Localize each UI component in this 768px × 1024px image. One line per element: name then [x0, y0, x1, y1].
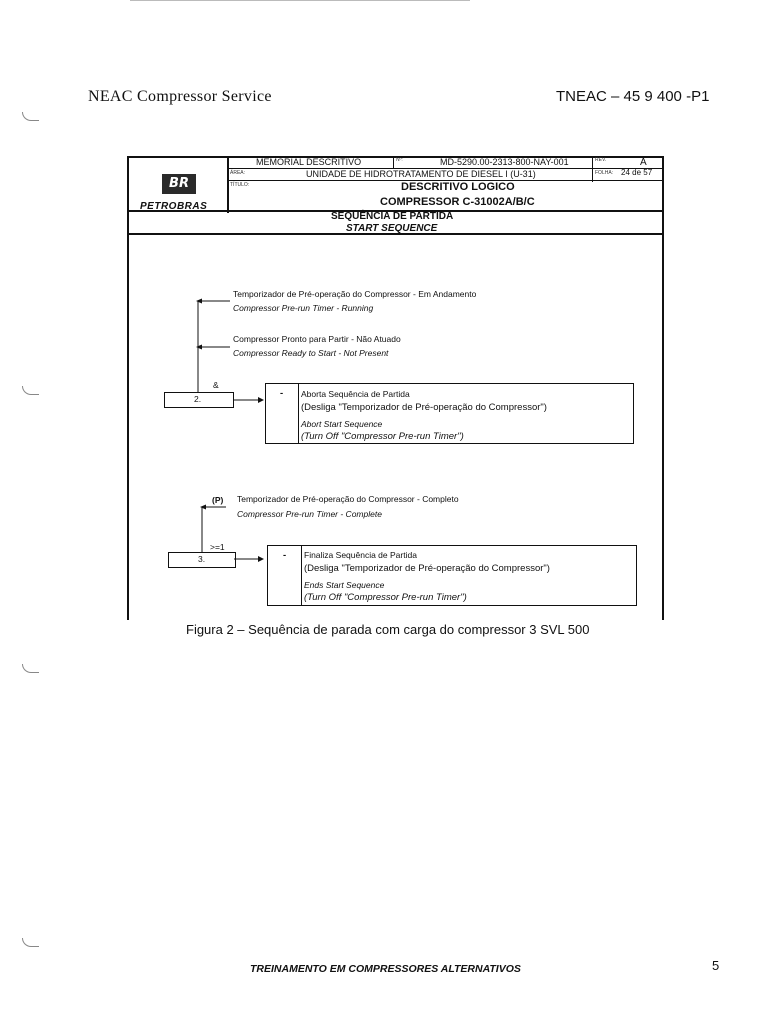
action-divider [298, 384, 299, 443]
action-detail-en: (Turn Off "Compressor Pre-run Timer") [304, 592, 467, 603]
margin-mark [22, 386, 39, 395]
arrow-head [200, 505, 206, 510]
input-label-en: Compressor Ready to Start - Not Present [233, 348, 389, 358]
section-title-en: START SEQUENCE [346, 223, 438, 234]
action-sign: - [283, 550, 287, 561]
grid-line [592, 156, 593, 182]
step-number: 2. [194, 394, 202, 404]
arrow-head [196, 299, 202, 304]
input-label-pt: Temporizador de Pré-operação do Compressor - Em Andamento [233, 289, 477, 299]
folha-label: FOLHA: [595, 170, 614, 176]
action-text-en: Abort Start Sequence [301, 419, 383, 429]
input-flag: (P) [212, 495, 224, 505]
titulo-label: TÍTULO: [230, 182, 250, 188]
area-value: UNIDADE DE HIDROTRATAMENTO DE DIESEL I (U-31) [306, 169, 536, 179]
header-right: TNEAC – 45 9 400 -P1 [556, 88, 710, 105]
action-text-en: Ends Start Sequence [304, 580, 385, 590]
num-label: Nº: [396, 157, 403, 163]
margin-mark [22, 664, 39, 673]
area-label: ÁREA: [230, 170, 246, 176]
margin-mark [22, 112, 39, 121]
input-label-en: Compressor Pre-run Timer - Complete [237, 509, 382, 519]
action-detail-en: (Turn Off "Compressor Pre-run Timer") [301, 431, 464, 442]
company-name: PETROBRAS [140, 201, 208, 212]
action-detail-pt: (Desliga "Temporizador de Pré-operação do Compressor") [304, 563, 550, 574]
action-text-pt: Aborta Sequência de Partida [301, 389, 410, 399]
section-title-pt: SEQUÊNCIA DE PARTIDA [331, 211, 454, 222]
doc-title-line1: DESCRITIVO LOGICO [401, 181, 515, 193]
rev-value: A [640, 157, 647, 168]
page-number: 5 [712, 958, 720, 973]
arrow-head [258, 397, 264, 403]
action-text-pt: Finaliza Sequência de Partida [304, 550, 417, 560]
header-left: NEAC Compressor Service [88, 88, 272, 105]
grid-line [227, 156, 229, 213]
doc-type: MEMORIAL DESCRITIVO [256, 157, 362, 167]
arrow-head [196, 345, 202, 350]
input-label-pt: Temporizador de Pré-operação do Compressor - Completo [237, 494, 459, 504]
figure-caption: Figura 2 – Sequência de parada com carga do compressor 3 SVL 500 [186, 622, 590, 637]
folha-value: 24 de 57 [621, 168, 653, 177]
doc-title-line2: COMPRESSOR C-31002A/B/C [380, 196, 535, 208]
scan-top-line [130, 0, 470, 1]
petrobras-logo: BR [162, 174, 196, 194]
page-footer: TREINAMENTO EM COMPRESSORES ALTERNATIVOS [250, 963, 521, 975]
action-sign: - [280, 388, 284, 399]
rev-label: REV. [595, 157, 607, 163]
action-detail-pt: (Desliga "Temporizador de Pré-operação do Compressor") [301, 402, 547, 413]
or-gate-label: >=1 [210, 542, 225, 552]
arrow-head [258, 556, 264, 562]
margin-mark [22, 938, 39, 947]
input-label-en: Compressor Pre-run Timer - Running [233, 303, 374, 313]
action-divider [301, 546, 302, 605]
and-gate-label: & [213, 380, 219, 390]
input-label-pt: Compressor Pronto para Partir - Não Atuado [233, 334, 401, 344]
doc-number: MD-5290.00-2313-800-NAY-001 [440, 157, 569, 167]
step-number: 3. [198, 554, 206, 564]
